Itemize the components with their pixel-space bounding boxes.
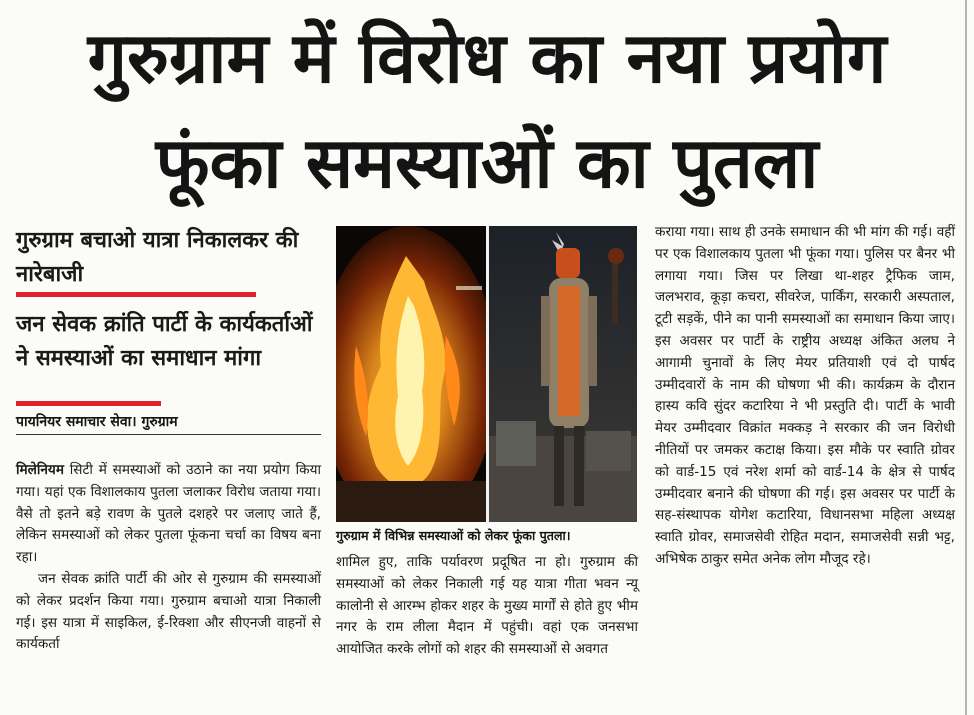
headline-line-1: गुरुग्राम में विरोध का नया प्रयोग bbox=[87, 17, 887, 99]
photo-caption: गुरुग्राम में विभिन्न समस्याओं को लेकर फूंका पुतला। bbox=[336, 528, 571, 543]
red-divider-first bbox=[16, 292, 256, 297]
red-divider-second bbox=[16, 401, 161, 406]
lead-word: मिलेनियम bbox=[16, 462, 64, 478]
news-photo bbox=[336, 226, 637, 522]
article-column-3 bbox=[655, 222, 955, 571]
article-column-1 bbox=[16, 460, 321, 656]
article-column-2 bbox=[336, 552, 638, 661]
paragraph-1: सिटी में समस्याओं को उठाने का नया प्रयोग किया गया। यहां एक विशालकाय पुतला जलाकर विरोध जताया गया। वैसे तो इतने बड़े रावण के पुतले दशहरे पर जलाए जाते हैं, लेकिन समस्याओं को लेकर पुतला फूंकना चर्चा का विषय बना रहा। bbox=[16, 462, 321, 566]
headline-line-2: फूंका समस्याओं का पुतला bbox=[155, 122, 819, 204]
effigy-photo-illustration bbox=[336, 226, 637, 522]
paragraph-2: जन सेवक क्रांति पार्टी की ओर से गुरुग्राम की समस्याओं को लेकर प्रदर्शन किया गया। गुरुग्राम बचाओ यात्रा निकाली गई। इस यात्रा में साइकिल, ई-रिक्शा और सीएनजी वाहनों से कार्यकर्ता bbox=[16, 570, 321, 653]
paragraph-3: शामिल हुए, ताकि पर्यावरण प्रदूषित ना हो। गुरुग्राम की समस्याओं को लेकर निकाली गई यह यात्रा गीता भवन न्यू कालोनी से आरम्भ होकर शहर के मुख्य मार्गों से होते हुए भीम नगर के राम लीला मैदान में पहुंची। वहां एक जनसभा आयोजित करके लोगों को शहर की समस्याओं से अवगत bbox=[336, 554, 638, 658]
subheadline-first: गुरुग्राम बचाओ यात्रा निकालकर की नारेबाजी bbox=[16, 228, 299, 287]
page-edge-rule bbox=[965, 0, 967, 715]
subheadline-second: जन सेवक क्रांति पार्टी के कार्यकर्ताओं ने समस्याओं का समाधान मांगा bbox=[16, 312, 313, 371]
paragraph-4: कराया गया। साथ ही उनके समाधान की भी मांग की गई। वहीं पर एक विशालकाय पुतला भी फूंका गया। पुलिस पर बैनर भी लगाया गया। जिस पर लिखा था-शहर ट्रैफिक जाम, जलभराव, कूड़ा कचरा, सीवरेज, पार्किंग, सरकारी अस्पताल, टूटी सड़कें, पीने का पानी समस्याओं का समाधान किया जाए। इस अवसर पर पार्टी के राष्ट्रीय अध्यक्ष अंकित अलघ ने आगामी चुनावों के लिए मेयर प्रतियाशी एवं दो पार्षद उम्मीदवारों के नाम की घोषणा भी की। कार्यक्रम के दौरान हास्य कवि सुंदर कटारिया ने भी प्रस्तुति दी। पार्टी के भावी मेयर उम्मीदवार विक्रांत मक्कड़ ने सरकार की जन विरोधी नीतियों पर जमकर कटाक्ष किया। इस मौके पर स्वाति ग्रोवर को वार्ड-15 एवं नरेश शर्मा को वार्ड-14 के क्षेत्र से पार्षद उम्मीदवार बनाने की घोषणा की गई। इस अवसर पर पार्टी के सह-संस्थापक योगेश कटारिया, विधानसभा महिला अध्यक्ष स्वाति ग्रोवर, समाजसेवी रोहित मदान, समाजसेवी सन्नी भट्ट, अभिषेक ठाकुर समेत अनेक लोग मौजूद रहे। bbox=[655, 224, 955, 567]
byline: पायनियर समाचार सेवा। गुरुग्राम bbox=[16, 410, 321, 435]
